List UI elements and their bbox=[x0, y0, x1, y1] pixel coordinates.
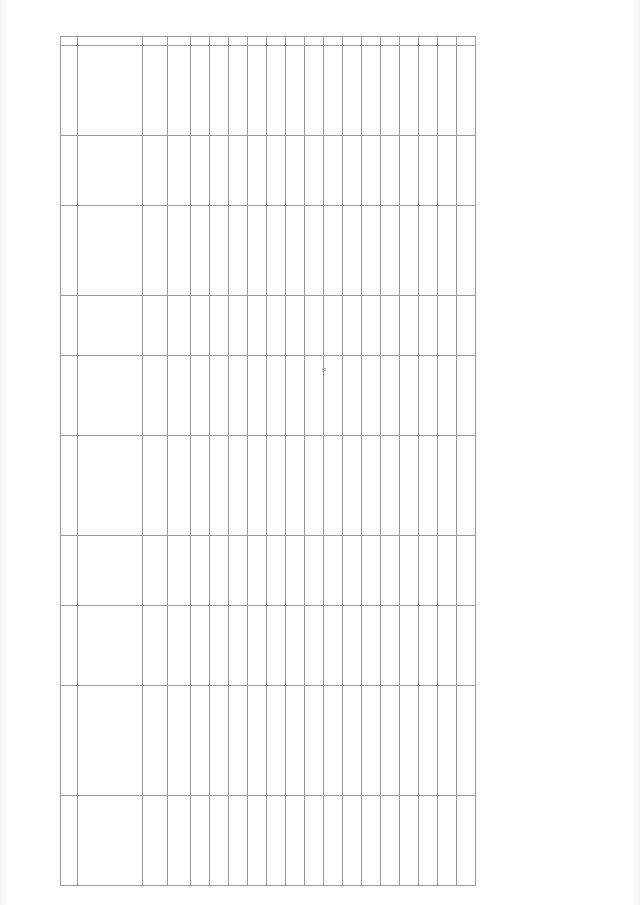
table-row bbox=[61, 206, 476, 296]
page-number: 9 bbox=[320, 368, 326, 371]
table-row bbox=[61, 46, 476, 136]
table-row bbox=[61, 356, 476, 436]
table-header-row bbox=[61, 37, 476, 46]
report-table bbox=[60, 36, 476, 886]
table-row bbox=[61, 796, 476, 886]
table-row bbox=[61, 136, 476, 206]
table-row bbox=[61, 606, 476, 686]
table-row bbox=[61, 536, 476, 606]
table-row bbox=[61, 296, 476, 356]
table-row bbox=[61, 436, 476, 536]
table-row bbox=[61, 686, 476, 796]
